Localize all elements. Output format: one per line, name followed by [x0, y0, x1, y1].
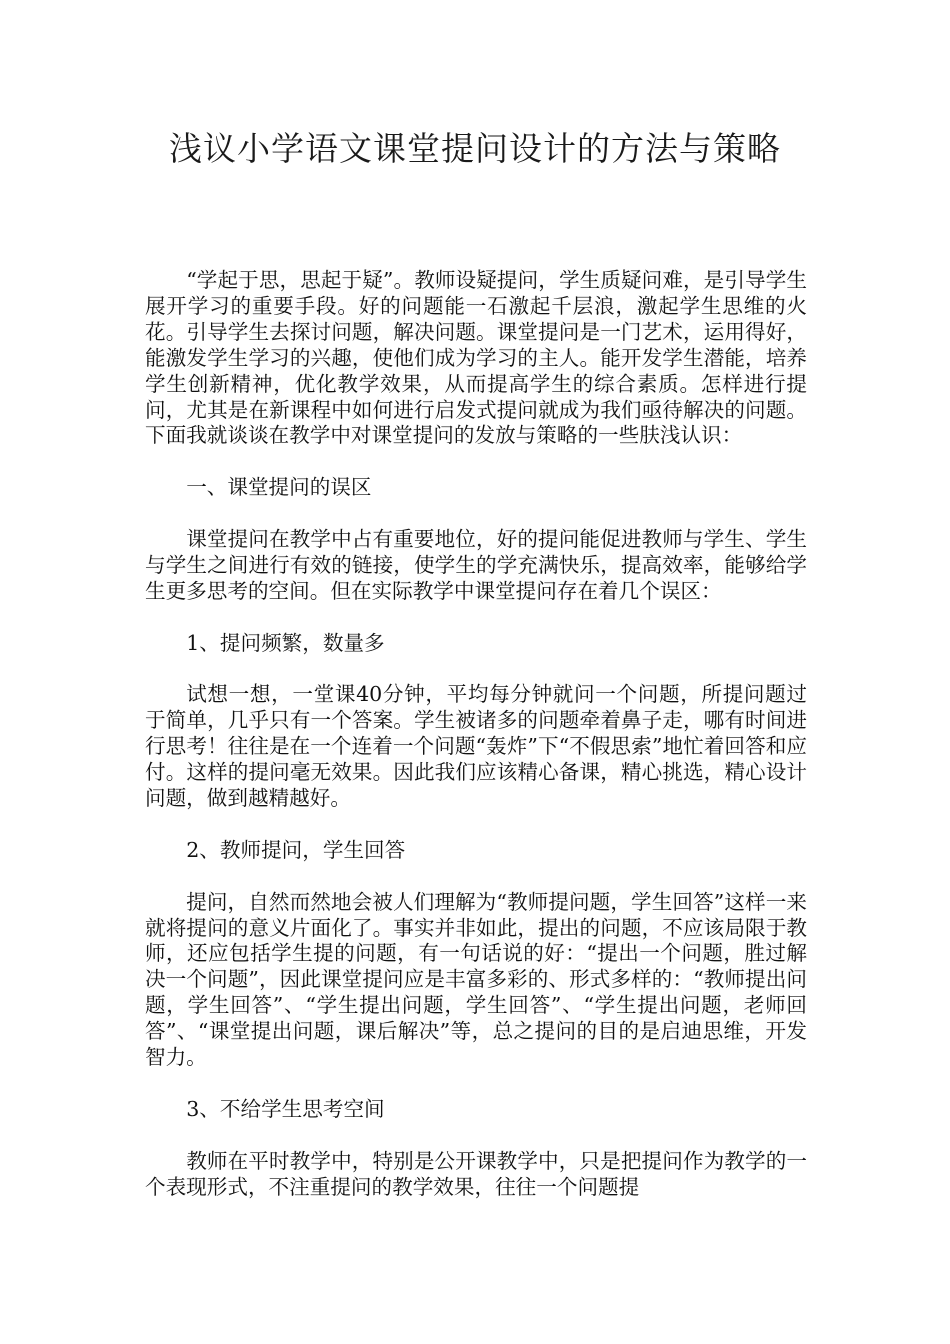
- section-heading-misconceptions: 一、课堂提问的误区: [186, 475, 372, 500]
- misconceptions-paragraph: 课堂提问在教学中占有重要地位，好的提问能促进教师与学生、学生与学生之间进行有效的链接，使学生的学充满快乐，提高效率，能够给学生更多思考的空间。但在实际教学中课堂提问存在着几个误区：: [145, 527, 807, 603]
- frequent-questions-paragraph: 试想一想，一堂课40分钟，平均每分钟就问一个问题，所提问题过于简单，几乎只有一个答案。学生被诸多的问题牵着鼻子走，哪有时间进行思考！往往是在一个连着一个问题“轰炸”下“不假思索”地忙着回答和应付。这样的提问毫无效果。因此我们应该精心备课，精心挑选，精心设计问题，做到越精越好。: [145, 682, 807, 811]
- intro-paragraph: “学起于思，思起于疑”。教师设疑提问，学生质疑问难，是引导学生展开学习的重要手段。好的问题能一石激起千层浪，激起学生思维的火花。引导学生去探讨问题，解决问题。课堂提问是一门艺术，运用得好，能激发学生学习的兴趣，使他们成为学习的主人。能开发学生潜能，培养学生创新精神，优化教学效果，从而提高学生的综合素质。怎样进行提问，尤其是在新课程中如何进行启发式提问就成为我们亟待解决的问题。下面我就谈谈在教学中对课堂提问的发放与策略的一些肤浅认识：: [145, 268, 807, 448]
- subheading-frequent-questions: 1、提问频繁，数量多: [186, 630, 385, 655]
- teacher-asks-paragraph: 提问，自然而然地会被人们理解为“教师提问题，学生回答”这样一来就将提问的意义片面化了。事实并非如此，提出的问题，不应该局限于教师，还应包括学生提的问题，有一句话说的好：“提出一个问题，胜过解决一个问题”，因此课堂提问应是丰富多彩的、形式多样的：“教师提出问题，学生回答”、“学生提出问题，学生回答”、“学生提出问题，老师回答”、“课堂提出问题，课后解决”等，总之提问的目的是启迪思维，开发智力。: [145, 889, 807, 1070]
- document-title: 浅议小学语文课堂提问设计的方法与策略: [169, 129, 781, 168]
- subheading-no-thinking-space: 3、不给学生思考空间: [186, 1096, 385, 1121]
- document-body: [145, 268, 807, 1201]
- subheading-teacher-asks: 2、教师提问，学生回答: [186, 837, 406, 862]
- no-thinking-space-paragraph: 教师在平时教学中，特别是公开课教学中，只是把提问作为教学的一个表现形式，不注重提问的教学效果，往往一个问题提: [145, 1148, 807, 1199]
